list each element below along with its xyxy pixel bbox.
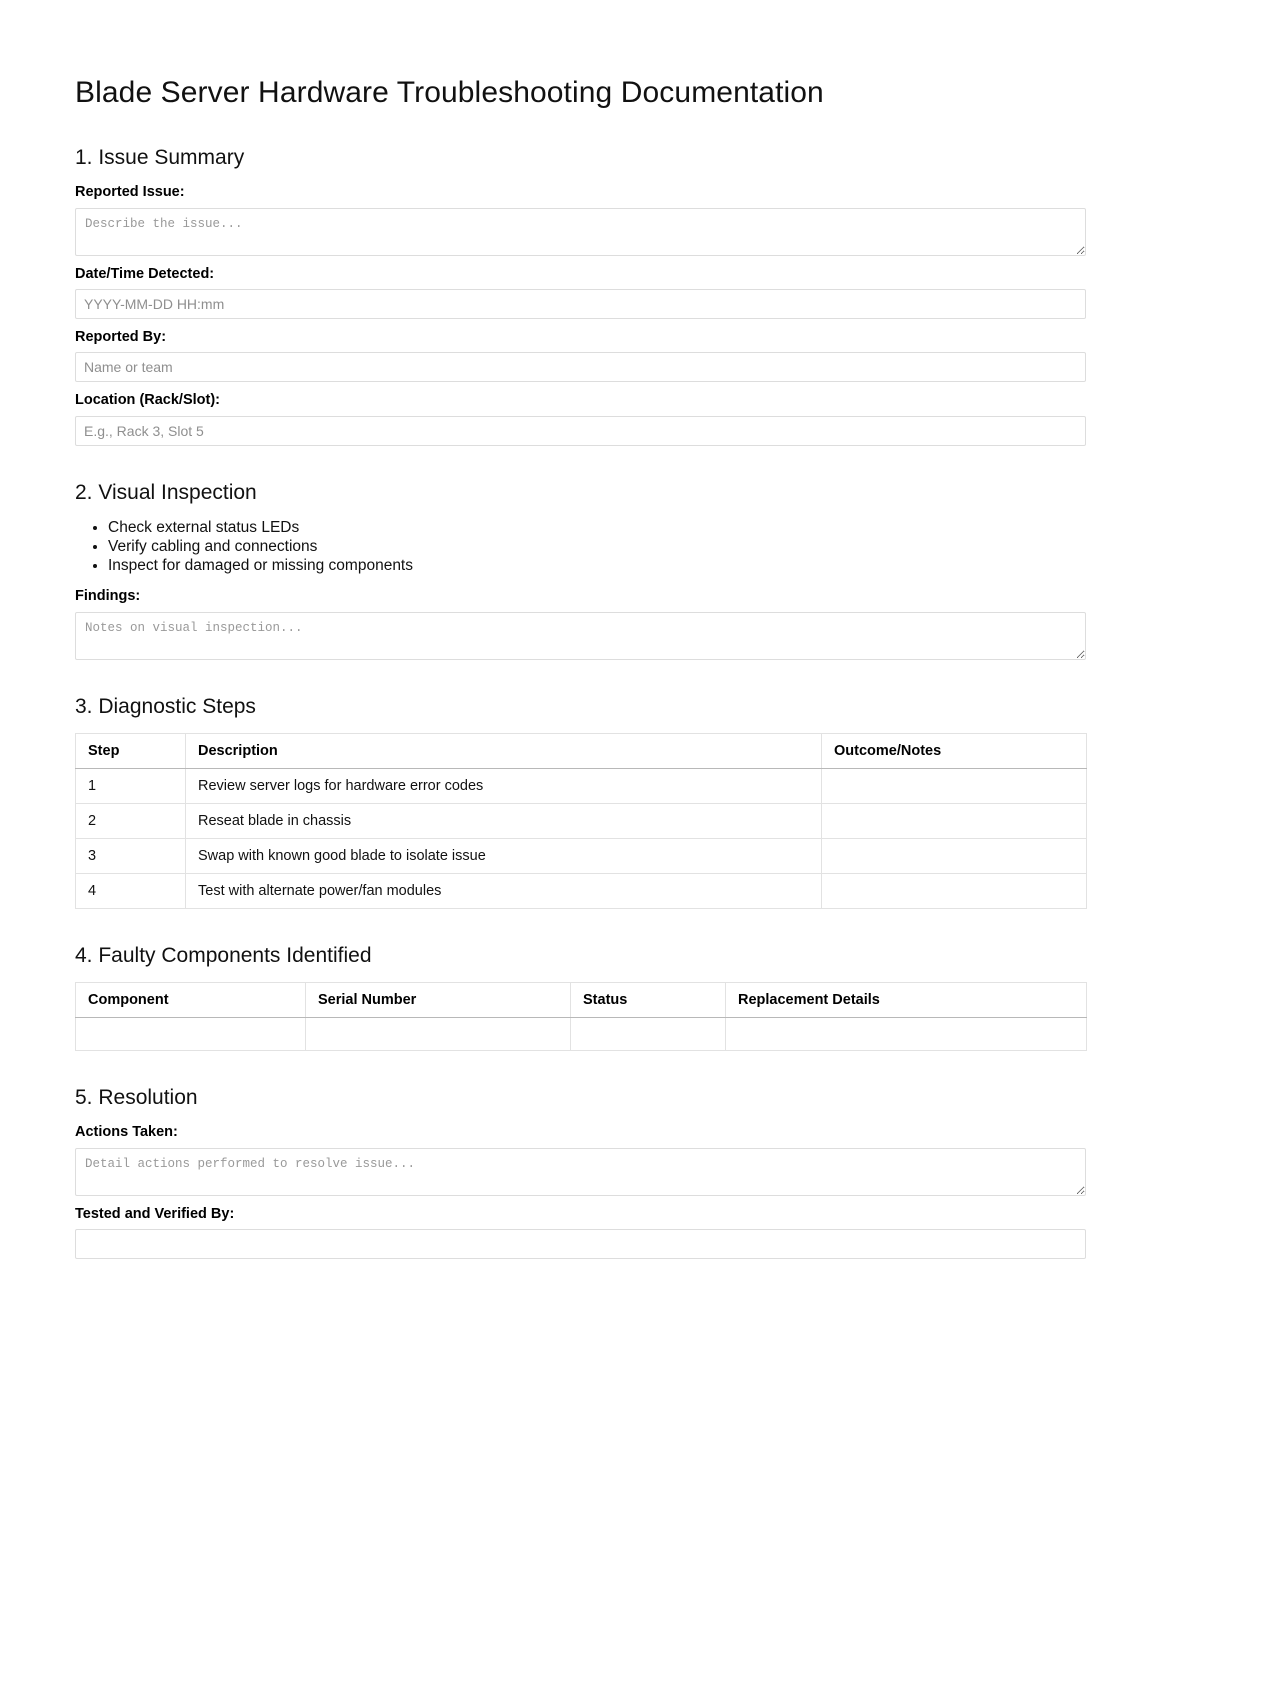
list-item: • Check external status LEDs xyxy=(108,519,1086,537)
reported-issue-label: Reported Issue: xyxy=(75,184,185,201)
cell-outcome-notes[interactable] xyxy=(822,768,1087,803)
field-tested-and-verified-by xyxy=(75,1206,1086,1259)
column-header-serial-number: Serial Number xyxy=(306,983,571,1018)
section-heading-faulty-components: 4. Faulty Components Identified xyxy=(75,943,372,967)
column-header-description: Description xyxy=(186,733,822,768)
table-row xyxy=(76,1018,1087,1051)
field-datetime-detected xyxy=(75,266,1086,319)
faulty-components-table xyxy=(75,982,1087,1051)
actions-taken-textarea[interactable] xyxy=(75,1148,1086,1196)
page-title: Blade Server Hardware Troubleshooting Documentation xyxy=(75,76,824,109)
findings-label: Findings: xyxy=(75,588,141,605)
datetime-detected-input[interactable] xyxy=(75,289,1086,319)
section-heading-issue-summary: 1. Issue Summary xyxy=(75,146,245,169)
column-header-replacement-details: Replacement Details xyxy=(726,983,1087,1018)
column-header-status: Status xyxy=(571,983,726,1018)
table-row xyxy=(76,873,1087,908)
section-heading-visual-inspection: 2. Visual Inspection xyxy=(75,480,257,504)
list-item: • Inspect for damaged or missing components xyxy=(108,557,1086,575)
list-item: • Verify cabling and connections xyxy=(108,538,1086,556)
column-header-outcome-notes: Outcome/Notes xyxy=(822,733,1087,768)
cell-step: 4 xyxy=(76,873,186,908)
cell-outcome-notes[interactable] xyxy=(822,873,1087,908)
findings-textarea[interactable] xyxy=(75,612,1086,660)
cell-serial-number[interactable] xyxy=(306,1018,571,1051)
cell-component[interactable] xyxy=(76,1018,306,1051)
location-input[interactable] xyxy=(75,416,1086,446)
tested-and-verified-by-label: Tested and Verified By: xyxy=(75,1205,235,1222)
visual-inspection-checklist xyxy=(75,519,1086,574)
column-header-step: Step xyxy=(76,733,186,768)
diagnostic-steps-table xyxy=(75,733,1087,909)
table-row xyxy=(76,768,1087,803)
cell-step: 1 xyxy=(76,768,186,803)
cell-status[interactable] xyxy=(571,1018,726,1051)
cell-description: Reseat blade in chassis xyxy=(186,803,822,838)
field-reported-issue xyxy=(75,184,1086,255)
column-header-component: Component xyxy=(76,983,306,1018)
location-label: Location (Rack/Slot): xyxy=(75,392,221,409)
reported-by-input[interactable] xyxy=(75,352,1086,382)
field-reported-by xyxy=(75,329,1086,382)
tested-and-verified-by-input[interactable] xyxy=(75,1229,1086,1259)
table-header-row xyxy=(76,733,1087,768)
table-header-row xyxy=(76,983,1087,1018)
cell-description: Test with alternate power/fan modules xyxy=(186,873,822,908)
section-heading-diagnostic-steps: 3. Diagnostic Steps xyxy=(75,694,256,718)
table-row xyxy=(76,838,1087,873)
datetime-detected-label: Date/Time Detected: xyxy=(75,265,215,282)
cell-step: 2 xyxy=(76,803,186,838)
cell-replacement-details[interactable] xyxy=(726,1018,1087,1051)
actions-taken-label: Actions Taken: xyxy=(75,1124,178,1141)
cell-description: Review server logs for hardware error codes xyxy=(186,768,822,803)
field-findings xyxy=(75,588,1086,659)
cell-description: Swap with known good blade to isolate issue xyxy=(186,838,822,873)
table-row xyxy=(76,803,1087,838)
section-heading-resolution: 5. Resolution xyxy=(75,1086,198,1110)
field-location xyxy=(75,392,1086,445)
cell-outcome-notes[interactable] xyxy=(822,838,1087,873)
cell-step: 3 xyxy=(76,838,186,873)
cell-outcome-notes[interactable] xyxy=(822,803,1087,838)
reported-by-label: Reported By: xyxy=(75,328,167,345)
reported-issue-textarea[interactable] xyxy=(75,208,1086,256)
field-actions-taken xyxy=(75,1124,1086,1195)
